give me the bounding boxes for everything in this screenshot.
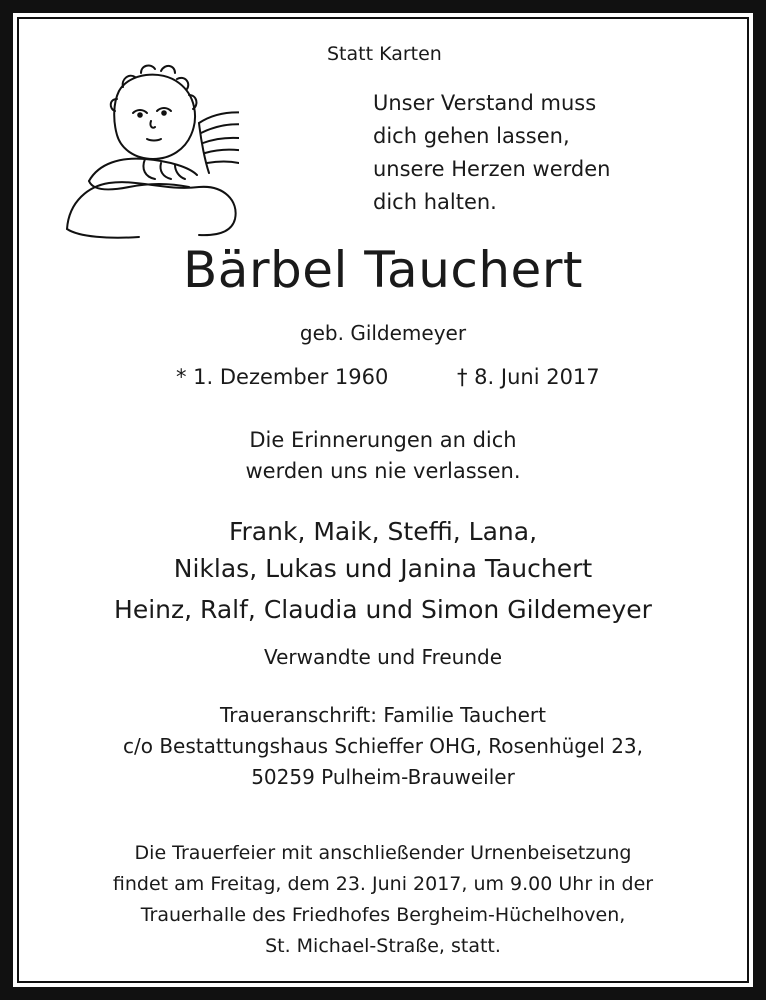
death-date: † 8. Juni 2017 — [457, 365, 600, 389]
poem-line: dich gehen lassen, — [373, 124, 570, 148]
ceremony — [13, 838, 753, 962]
address-line: Traueranschrift: Familie Tauchert — [219, 703, 546, 727]
statt-karten-label: Statt Karten — [327, 43, 442, 65]
birth-date: * 1. Dezember 1960 — [176, 365, 389, 389]
address-line: c/o Bestattungshaus Schieffer OHG, Rosenhügel 23, — [123, 734, 643, 758]
mourners-line: Niklas, Lukas und Janina Tauchert — [173, 554, 593, 583]
quote-line: werden uns nie verlassen. — [245, 459, 521, 483]
maiden-name: geb. Gildemeyer — [299, 321, 467, 345]
mourners — [13, 513, 753, 628]
quote-line: Die Erinnerungen an dich — [249, 428, 517, 452]
cherub-angel-icon — [49, 51, 239, 241]
deceased-name: Bärbel Tauchert — [183, 241, 583, 299]
address-line: 50259 Pulheim-Brauweiler — [251, 765, 515, 789]
quote — [13, 425, 753, 487]
ceremony-line: St. Michael-Straße, statt. — [265, 935, 501, 957]
poem-line: Unser Verstand muss — [373, 91, 597, 115]
relatives-line: Verwandte und Freunde — [263, 645, 503, 669]
mourners-line: Frank, Maik, Steffi, Lana, — [228, 517, 538, 546]
ceremony-line: Die Trauerfeier mit anschließender Urnenbeisetzung — [134, 842, 632, 864]
ceremony-line: findet am Freitag, dem 23. Juni 2017, um 9.00 Uhr in der — [112, 873, 654, 895]
ceremony-line: Trauerhalle des Friedhofes Bergheim-Hüchelhoven, — [140, 904, 626, 926]
poem — [373, 87, 610, 219]
address — [13, 700, 753, 793]
mourners-line: Heinz, Ralf, Claudia und Simon Gildemeyer — [114, 595, 652, 624]
poem-line: unsere Herzen werden — [373, 157, 611, 181]
poem-line: dich halten. — [373, 190, 497, 214]
